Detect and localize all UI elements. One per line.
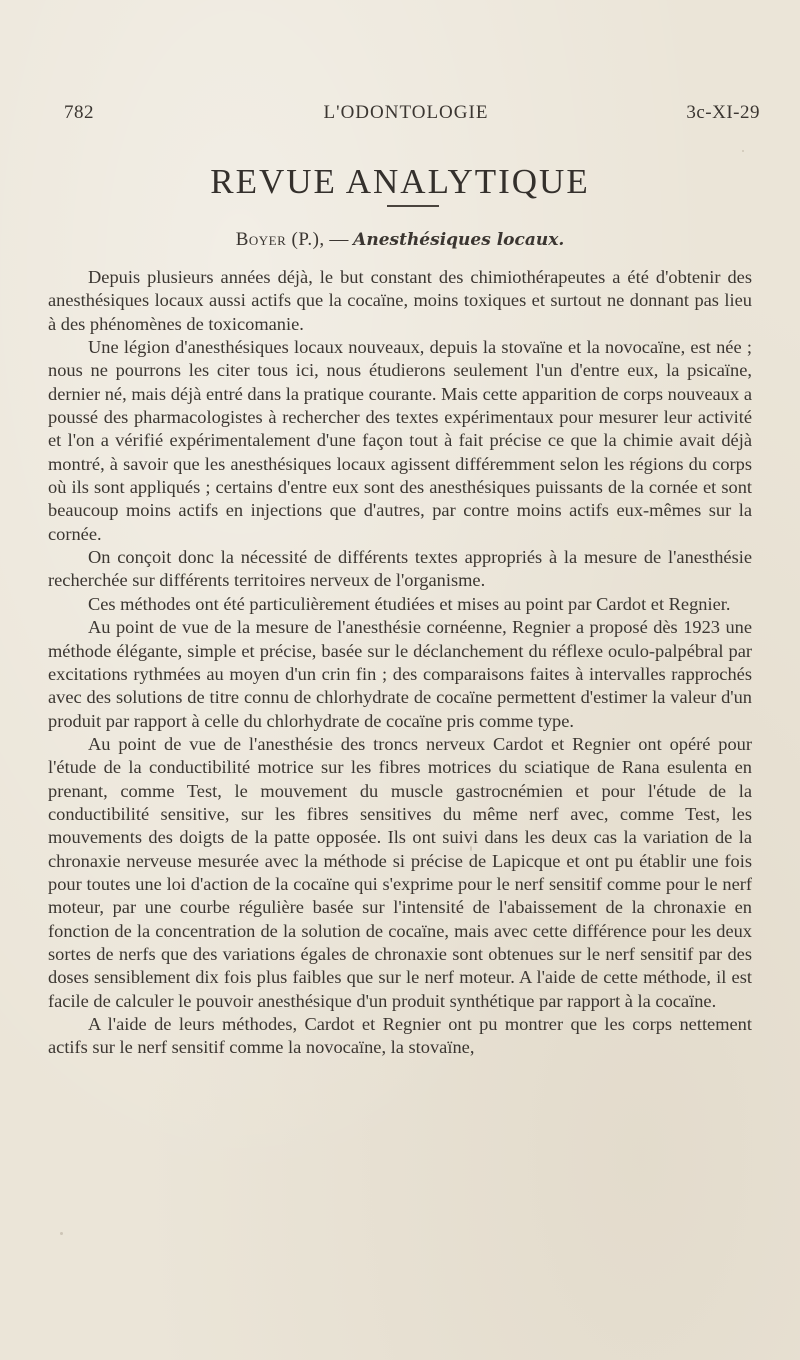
paragraph: Une légion d'anesthésiques locaux nouveaux, depuis la stovaïne et la novocaïne, est née ; nous ne pourrons les citer tous ici, nous étudierons seulement l'un d'entre eux, la psicaïne, dernier né, mais déjà entré dans la pratique courante. Mais cette apparition de corps nouveaux a poussé des pharmacologistes à rechercher des textes expérimentaux pour mesurer leur activité et l'on a vérifié expérimentalement d'une façon tout à fait précise ce que la chimie avait déjà montré, à savoir que les anesthésiques locaux agissent différemment selon les régions du corps où ils sont appliqués ; certains d'entre eux sont des anesthésiques puissants de la cornée et sont beaucoup moins actifs en injections que d'autres, par contre moins actifs eux-mêmes sur la cornée. [48,337,752,544]
running-head [56,102,760,130]
paragraph: Au point de vue de la mesure de l'anesthésie cornéenne, Regnier a proposé dès 1923 une méthode élégante, simple et précise, basée sur le déclanchement du réflexe oculo-palpébral par excitations rythmées au moyen d'un crin fin ; des comparaisons faites à intervalles rapprochés avec des solutions de titre connu de chlorhydrate de cocaïne permettent d'estimer la valeur d'un produit par rapport à celle du chlorhydrate de cocaïne pris comme type. [48,617,752,731]
paper-speck [742,150,744,152]
paragraph: A l'aide de leurs méthodes, Cardot et Regnier ont pu montrer que les corps nettement actifs sur le nerf sensitif comme la novocaïne, la stovaïne, [48,1014,752,1058]
issue-date: 3c-XI-29 [686,102,760,123]
article-title: Anesthésiques locaux. [353,230,565,250]
page-number: 782 [64,102,94,123]
paragraph: Ces méthodes ont été particulièrement étudiées et mises au point par Cardot et Regnier. [88,593,731,614]
section-title: REVUE ANALYTIQUE [210,162,590,201]
paragraph: Depuis plusieurs années déjà, le but constant des chimiothérapeutes a été d'obtenir des anesthésiques locaux aussi actifs que la cocaïne, moins toxiques et surtout ne donnant pas lieu à des phénomènes de toxicomanie. [48,267,752,334]
paper-speck [60,1232,63,1235]
article-body [48,266,752,1060]
journal-title: L'ODONTOLOGIE [323,102,489,123]
article-author: Boyer (P.), [235,229,325,250]
paper-speck [470,846,472,851]
title-rule [387,205,439,207]
paragraph: On conçoit donc la nécessité de différents textes appropriés à la mesure de l'anesthésie recherchée sur différents territoires nerveux de l'organisme. [48,547,752,591]
paragraph: Au point de vue de l'anesthésie des troncs nerveux Cardot et Regnier ont opéré pour l'étude de la conductibilité motrice sur les fibres motrices du sciatique de Rana esulenta en prenant, comme Test, le mouvement du muscle gastrocnémien et pour l'étude de la conductibilité sensitive, sur les fibres sensitives du même nerf avec, comme Test, les mouvements des doigts de la patte opposée. Ils ont suivi dans les deux cas la variation de la chronaxie nerveuse mesurée avec la méthode si précise de Lapicque et ont pu établir une fois pour toutes une loi d'action de la cocaïne qui s'exprime pour le nerf sensitif comme pour le nerf moteur, par une courbe régulière basée sur l'intensité de l'abaissement de la chronaxie en fonction de la concentration de la solution de cocaïne, mais avec cette différence pour les deux sortes de nerfs que des variations égales de chronaxie sont obtenues sur le nerf sensitif par des doses sensiblement dix fois plus faibles que sur le nerf moteur. A l'aide de cette méthode, il est facile de calculer le pouvoir anesthésique d'un produit synthétique par rapport à la cocaïne. [48,733,752,1011]
heading-dash: — [324,229,354,250]
article-heading [0,229,800,251]
